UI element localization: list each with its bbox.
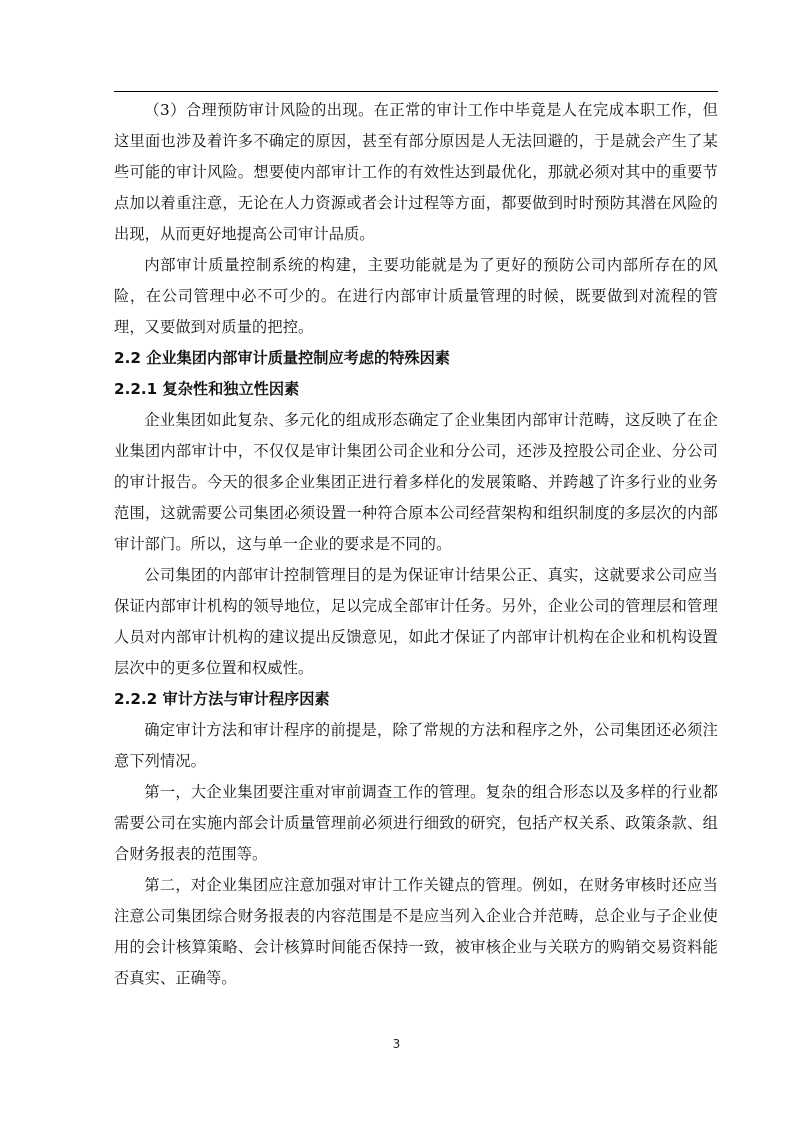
heading-section-2-2: 2.2 企业集团内部审计质量控制应考虑的特殊因素 <box>114 349 450 367</box>
page-number: 3 <box>392 1037 401 1051</box>
page-content <box>114 95 718 994</box>
paragraph-methods-intro: 确定审计方法和审计程序的前提是，除了常规的方法和程序之外，公司集团还必须注意下列情况。 <box>114 721 718 770</box>
paragraph-risk-prevention: （3）合理预防审计风险的出现。在正常的审计工作中毕竟是人在完成本职工作，但这里面也涉及着许多不确定的原因，甚至有部分原因是人无法回避的，于是就会产生了某些可能的审计风险。想要使内部审计工作的有效性达到最优化，那就必须对其中的重要节点加以着重注意，无论在人力资源或者会计过程等方面，都要做到时时预防其潜在风险的出现，从而更好地提高公司审计品质。 <box>114 101 718 243</box>
paragraph-independence: 公司集团的内部审计控制管理目的是为保证审计结果公正、真实，这就要求公司应当保证内部审计机构的领导地位，足以完成全部审计任务。另外，企业公司的管理层和管理人员对内部审计机构的建议提出反馈意见，如此才保证了内部审计机构在企业和机构设置层次中的更多位置和权威性。 <box>114 566 718 677</box>
paragraph-complexity: 企业集团如此复杂、多元化的组成形态确定了企业集团内部审计范畴，这反映了在企业集团内部审计中，不仅仅是审计集团公司企业和分公司，还涉及控股公司企业、分公司的审计报告。今天的很多企业集团正进行着多样化的发展策略、并跨越了许多行业的业务范围，这就需要公司集团必须设置一种符合原本公司经营架构和组织制度的多层次的内部审计部门。所以，这与单一企业的要求是不同的。 <box>114 411 718 553</box>
header-rule <box>114 91 718 92</box>
paragraph-first-point: 第一，大企业集团要注重对审前调查工作的管理。复杂的组合形态以及多样的行业都需要公司在实施内部会计质量管理前必须进行细致的研究，包括产权关系、政策条款、组合财务报表的范围等。 <box>114 783 718 863</box>
paragraph-quality-control-system: 内部审计质量控制系统的构建，主要功能就是为了更好的预防公司内部所存在的风险，在公司管理中必不可少的。在进行内部审计质量管理的时候，既要做到对流程的管理，又要做到对质量的把控。 <box>114 256 718 336</box>
heading-section-2-2-2: 2.2.2 审计方法与审计程序因素 <box>114 690 330 708</box>
heading-section-2-2-1: 2.2.1 复杂性和独立性因素 <box>114 380 300 398</box>
paragraph-second-point: 第二，对企业集团应注意加强对审计工作关键点的管理。例如，在财务审核时还应当注意公司集团综合财务报表的内容范围是不是应当列入企业合并范畴，总企业与子企业使用的会计核算策略、会计核算时间能否保持一致，被审核企业与关联方的购销交易资料能否真实、正确等。 <box>114 876 718 987</box>
